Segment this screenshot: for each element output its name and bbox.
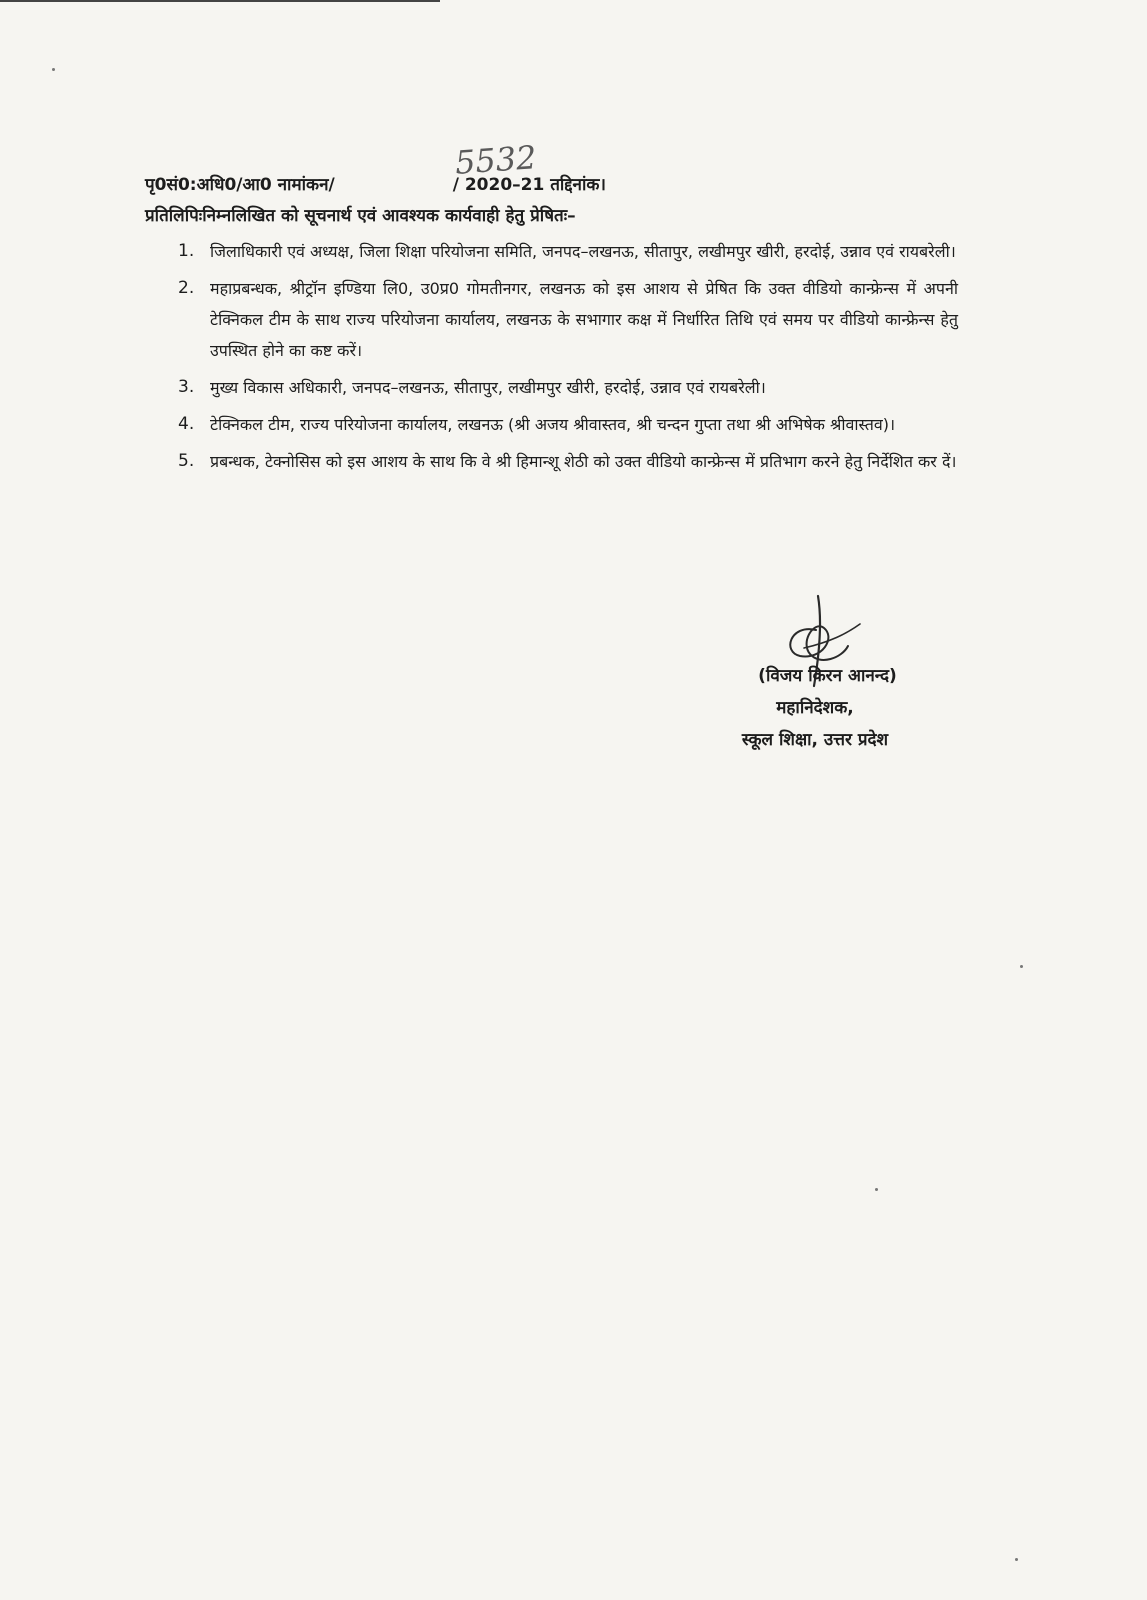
paper-speck: [875, 1188, 878, 1191]
paper-speck: [52, 68, 55, 71]
signatory-department: स्कूल शिक्षा, उत्तर प्रदेश: [741, 730, 889, 750]
list-item: [178, 409, 958, 440]
item-number: 5.: [178, 451, 195, 471]
signatory-name: (विजय किरन आनन्द): [758, 666, 897, 686]
reference-suffix: / 2020–21 तद्दिनांक।: [452, 175, 606, 195]
signatory-designation: महानिदेशक,: [776, 698, 854, 718]
list-item: [178, 273, 958, 366]
top-rule: [0, 0, 440, 2]
paper-speck: [1020, 965, 1023, 968]
item-number: 2.: [178, 278, 195, 298]
reference-prefix: पृ0सं0:अधि0/आ0 नामांकन/: [145, 175, 335, 195]
list-item: [178, 236, 958, 267]
recipient-list: [178, 236, 958, 483]
list-item: [178, 446, 958, 477]
list-item: [178, 372, 958, 403]
item-text: प्रबन्धक, टेक्नोसिस को इस आशय के साथ कि वे श्री हिमान्शू शेठी को उक्त वीडियो कान्फ्रेन्स में प्रतिभाग करने हेतु निर्देशित कर दें।: [210, 452, 957, 471]
copy-to-heading: प्रतिलिपिःनिम्नलिखित को सूचनार्थ एवं आवश्यक कार्यवाही हेतु प्रेषितः–: [145, 206, 576, 226]
signature-block: [690, 660, 940, 756]
item-text: जिलाधिकारी एवं अध्यक्ष, जिला शिक्षा परियोजना समिति, जनपद–लखनऊ, सीतापुर, लखीमपुर खीरी, हरदोई, उन्नाव एवं रायबरेली।: [210, 242, 956, 261]
paper-speck: [1015, 1558, 1018, 1561]
handwritten-dispatch-number: 5532: [453, 138, 538, 182]
item-number: 3.: [178, 377, 195, 397]
item-text: टेक्निकल टीम, राज्य परियोजना कार्यालय, लखनऊ (श्री अजय श्रीवास्तव, श्री चन्दन गुप्ता तथा श्री अभिषेक श्रीवास्तव)।: [210, 415, 896, 434]
item-number: 1.: [178, 241, 195, 261]
item-text: महाप्रबन्धक, श्रीट्रॉन इण्डिया लि0, उ0प्र0 गोमतीनगर, लखनऊ को इस आशय से प्रेषित कि उक्त वीडियो कान्फ्रेन्स में अपनी टेक्निकल टीम के साथ राज्य परियोजना कार्यालय, लखनऊ के सभागार कक्ष में निर्धारित तिथि एवं समय पर वीडियो कान्फ्रेन्स हेतु उपस्थित होने का कष्ट करें।: [210, 279, 958, 360]
item-text: मुख्य विकास अधिकारी, जनपद–लखनऊ, सीतापुर, लखीमपुर खीरी, हरदोई, उन्नाव एवं रायबरेली।: [210, 378, 766, 397]
item-number: 4.: [178, 414, 195, 434]
